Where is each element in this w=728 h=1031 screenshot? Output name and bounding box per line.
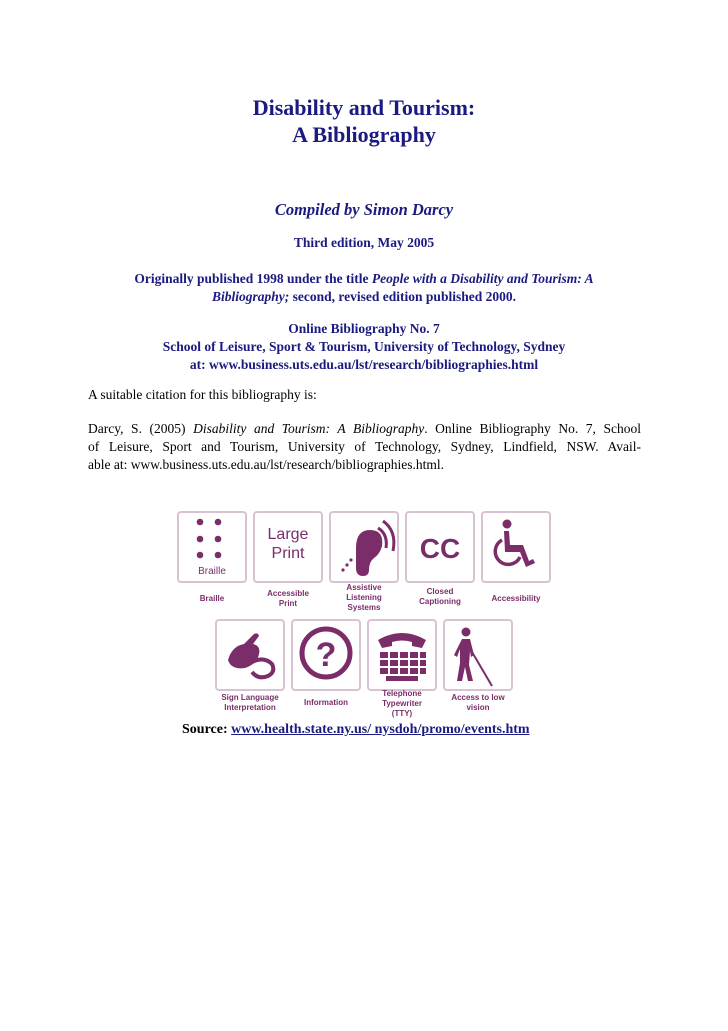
assistive-label-2: Listening bbox=[346, 593, 382, 602]
low-vision-icon bbox=[444, 620, 512, 712]
tty-label-3: (TTY) bbox=[391, 709, 413, 718]
tty-icon bbox=[368, 620, 436, 718]
accessibility-label: Accessibility bbox=[491, 594, 541, 603]
braille-label: Braille bbox=[199, 594, 225, 603]
original-title-1: People with a Disability and Tourism: A bbox=[371, 271, 594, 286]
information-label: Information bbox=[304, 698, 348, 707]
assistive-label-3: Systems bbox=[347, 603, 381, 612]
information-icon bbox=[292, 620, 360, 707]
closed-captioning-icon bbox=[406, 512, 474, 606]
online-url: at: www.business.uts.edu.au/lst/research/bibliographies.html bbox=[189, 357, 539, 372]
source-label: Source: bbox=[182, 722, 228, 737]
tty-label-1: Telephone bbox=[382, 689, 422, 698]
assistive-label-1: Assistive bbox=[346, 583, 382, 592]
assistive-listening-icon bbox=[330, 512, 398, 612]
compiled-by: Compiled by Simon Darcy bbox=[274, 200, 454, 219]
online-series: Online Bibliography No. 7 bbox=[288, 321, 440, 336]
braille-card-text: Braille bbox=[198, 566, 226, 577]
large-print-icon bbox=[254, 512, 322, 608]
citation-intro: A suitable citation for this bibliography is: bbox=[88, 387, 317, 402]
sign-label-1: Sign Language bbox=[221, 693, 279, 702]
large-print-card-text-1: Large bbox=[267, 526, 309, 543]
large-print-card-text-2: Print bbox=[271, 545, 305, 562]
sign-language-icon bbox=[216, 620, 284, 712]
title-line-2: A Bibliography bbox=[292, 122, 436, 147]
cc-card-text: CC bbox=[419, 533, 461, 564]
citation-line-2: of Leisure, Sport and Tourism, University of Technology, Sydney, Lindfield, NSW. Avail- bbox=[88, 439, 641, 454]
low-vision-label-2: vision bbox=[466, 703, 490, 712]
tty-label-2: Typewriter bbox=[382, 699, 422, 708]
source-line bbox=[182, 722, 530, 738]
original-prefix: Originally published 1998 under the title bbox=[134, 271, 372, 286]
information-card-text: ? bbox=[315, 636, 337, 674]
title-line-1: Disability and Tourism: bbox=[252, 95, 476, 120]
edition: Third edition, May 2005 bbox=[293, 235, 435, 250]
source-link[interactable]: www.health.state.ny.us/ nysdoh/promo/events.htm bbox=[231, 722, 530, 737]
citation-line1-italic: Disability and Tourism: A Bibliography bbox=[193, 421, 425, 436]
original-suffix: second, revised edition published 2000. bbox=[289, 289, 516, 304]
citation-line1-b: . Online Bibliography No. 7, School bbox=[424, 421, 641, 436]
large-print-label-2: Print bbox=[278, 599, 298, 608]
large-print-label-1: Accessible bbox=[267, 589, 309, 598]
sign-label-2: Interpretation bbox=[224, 703, 276, 712]
cc-label-2: Captioning bbox=[419, 597, 461, 606]
online-school: School of Leisure, Sport & Tourism, University of Technology, Sydney bbox=[162, 339, 566, 354]
cc-label-1: Closed bbox=[426, 587, 454, 596]
citation-line1-a: Darcy, S. (2005) bbox=[88, 421, 194, 436]
original-title-2: Bibliography; bbox=[212, 289, 290, 304]
low-vision-label-1: Access to low bbox=[451, 693, 505, 702]
citation-line-3: able at: www.business.uts.edu.au/lst/research/bibliographies.html. bbox=[88, 457, 445, 472]
braille-icon bbox=[178, 512, 246, 603]
wheelchair-icon bbox=[482, 512, 550, 603]
